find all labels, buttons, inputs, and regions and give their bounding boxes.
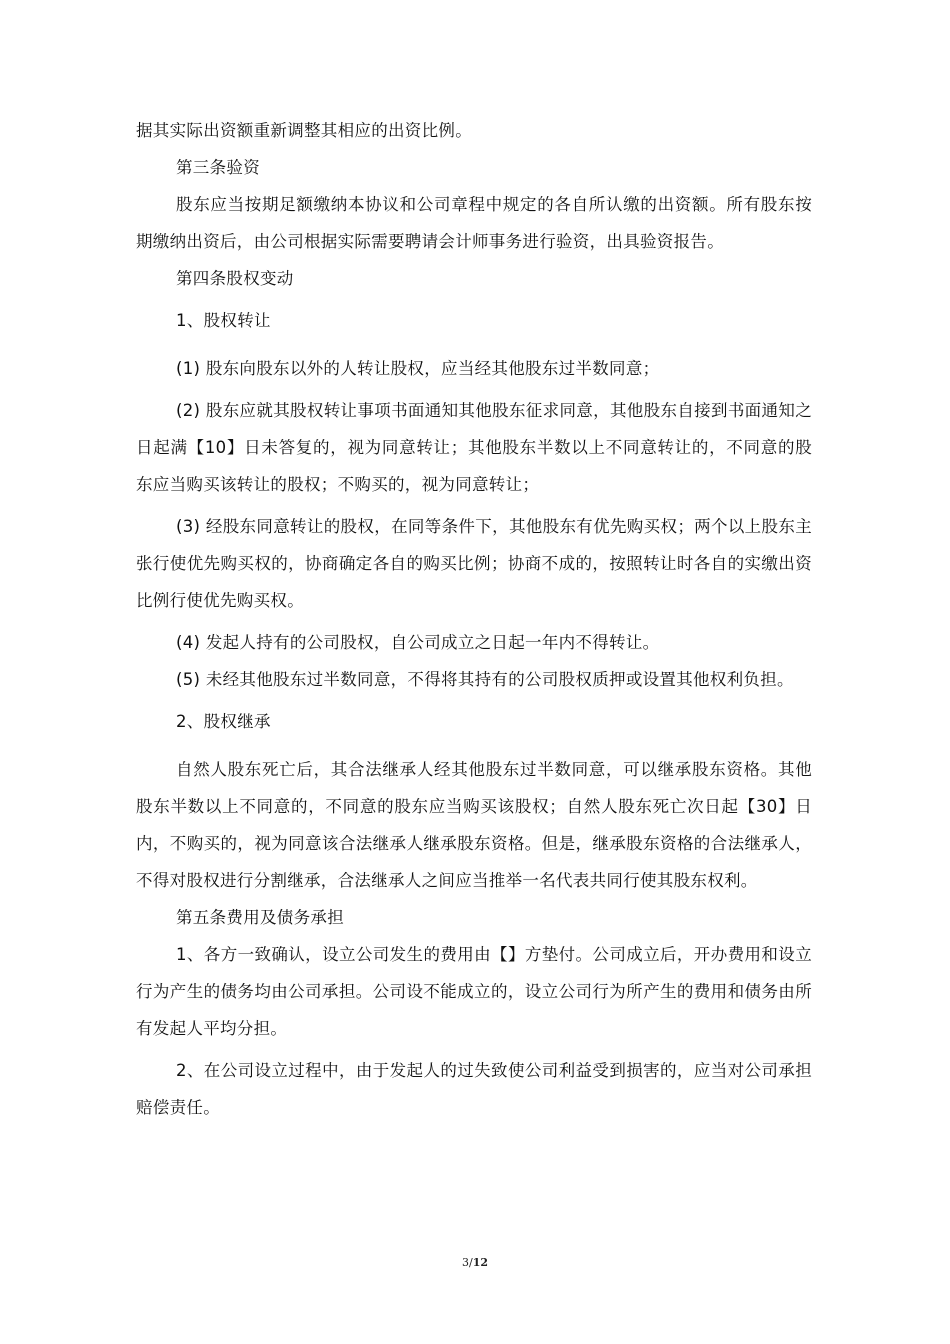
clause-1-item-4: (4) 发起人持有的公司股权，自公司成立之日起一年内不得转让。 [176, 633, 660, 652]
article-5-item-1: 1、各方一致确认，设立公司发生的费用由【】方垫付。公司成立后，开办费用和设立行为产生的债务均由公司承担。公司设不能成立的，设立公司行为所产生的费用和债务由所有发起人平均分担。 [136, 945, 812, 1038]
clause-1-item-2: (2) 股东应就其股权转让事项书面通知其他股东征求同意，其他股东自接到书面通知之日起满【10】日未答复的，视为同意转让；其他股东半数以上不同意转让的，不同意的股东应当购买该转让的股权；不购买的，视为同意转让； [136, 401, 812, 494]
paragraph-continuation: 据其实际出资额重新调整其相应的出资比例。 [136, 121, 472, 140]
page-number-current: 3 [461, 1256, 469, 1269]
page-number [0, 1256, 950, 1269]
page-number-total: 12 [472, 1256, 489, 1269]
page-number-separator: / [468, 1256, 473, 1269]
share-inheritance-body: 自然人股东死亡后，其合法继承人经其他股东过半数同意，可以继承股东资格。其他股东半数以上不同意的，不同意的股东应当购买该股权；自然人股东死亡次日起【30】日内，不购买的，视为同意该合法继承人继承股东资格。但是，继承股东资格的合法继承人，不得对股权进行分割继承，合法继承人之间应当推举一名代表共同行使其股东权利。 [136, 760, 812, 890]
clause-1-item-5: (5) 未经其他股东过半数同意，不得将其持有的公司股权质押或设置其他权利负担。 [176, 670, 794, 689]
article-3-heading: 第三条验资 [176, 158, 260, 177]
document-body [136, 112, 812, 1126]
section-share-inheritance-heading: 2、股权继承 [176, 712, 271, 731]
article-3-body: 股东应当按期足额缴纳本协议和公司章程中规定的各自所认缴的出资额。所有股东按期缴纳出资后，由公司根据实际需要聘请会计师事务进行验资，出具验资报告。 [136, 195, 812, 251]
article-5-heading: 第五条费用及债务承担 [176, 908, 344, 927]
clause-1-item-1: (1) 股东向股东以外的人转让股权，应当经其他股东过半数同意； [176, 359, 660, 378]
article-5-item-2: 2、在公司设立过程中，由于发起人的过失致使公司利益受到损害的，应当对公司承担赔偿责任。 [136, 1061, 812, 1117]
article-4-heading: 第四条股权变动 [176, 269, 294, 288]
clause-1-item-3: (3) 经股东同意转让的股权，在同等条件下，其他股东有优先购买权；两个以上股东主张行使优先购买权的，协商确定各自的购买比例；协商不成的，按照转让时各自的实缴出资比例行使优先购买权。 [136, 517, 812, 610]
section-share-transfer-heading: 1、股权转让 [176, 311, 271, 330]
